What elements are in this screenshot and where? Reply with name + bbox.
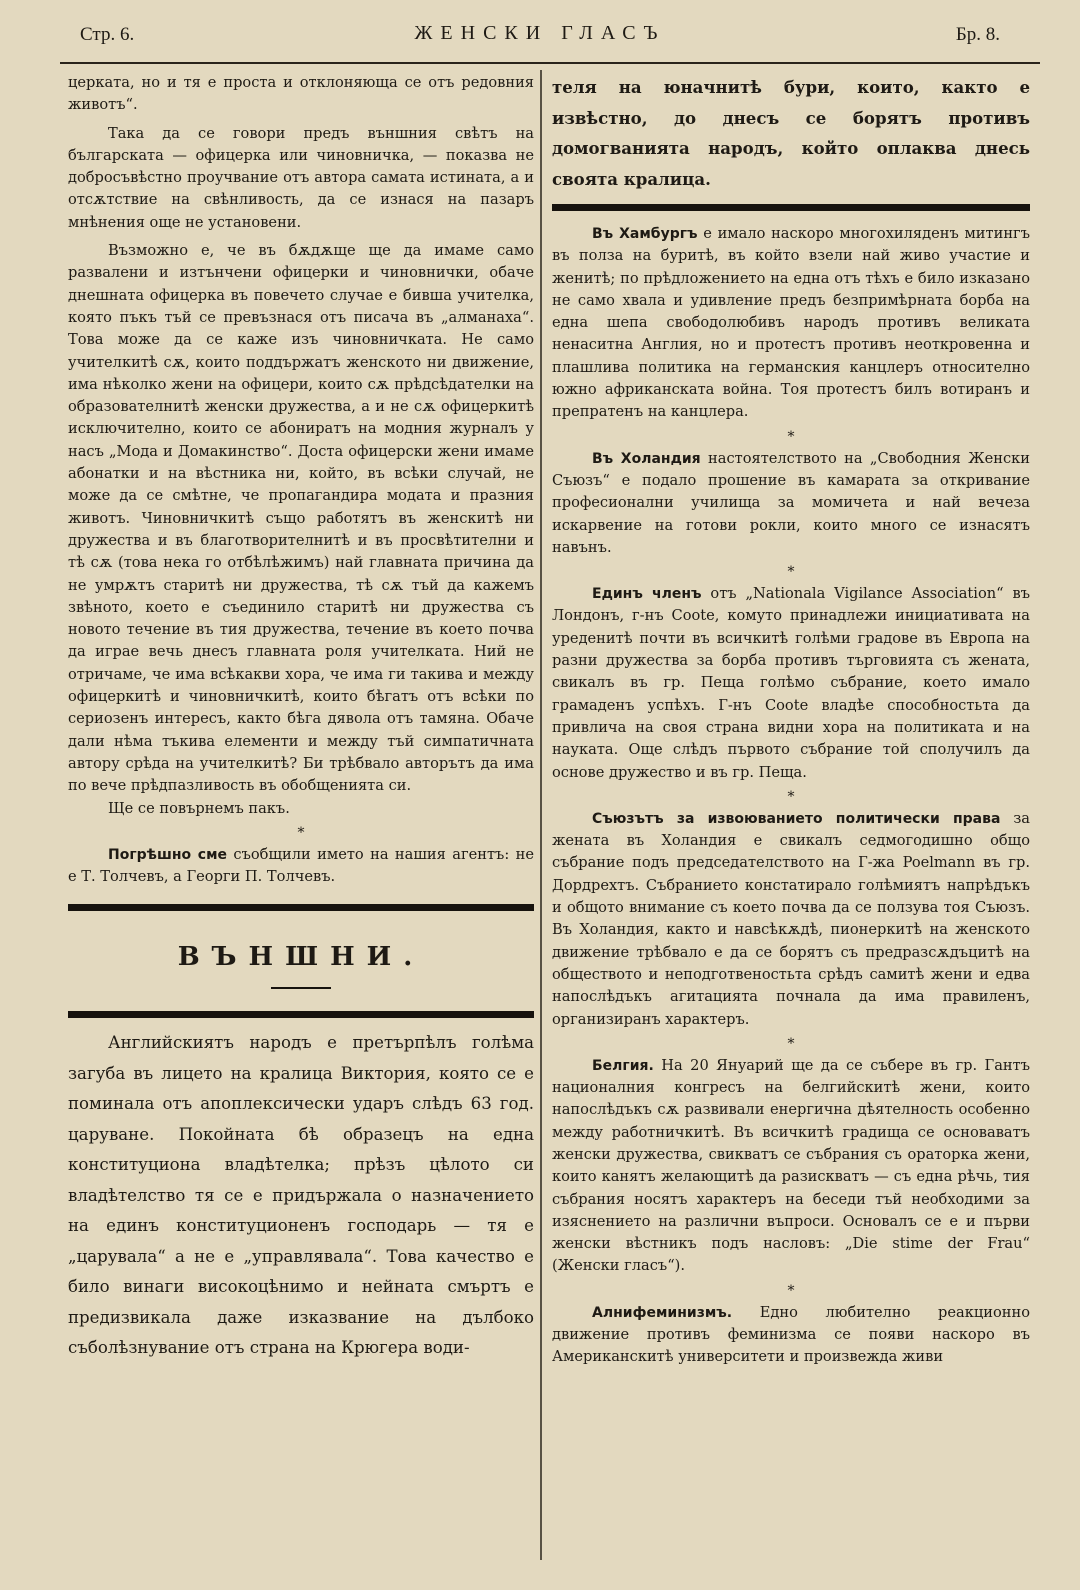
article-continuation: теля на юначнитѣ бури, които, както е извѣстно, до днесъ се борятъ противъ домогванията народъ, който оплаква днесь своята кралица.: [552, 77, 1030, 189]
correction-lead: Погрѣшно сме: [108, 846, 228, 863]
separator-star: *: [787, 1035, 795, 1052]
news-text: Едно любително реакционно движение противъ феминизма се появи наскоро въ Американскитѣ университети и произвежда живи: [552, 1303, 1030, 1366]
issue-number: Бр. 8.: [955, 24, 1000, 45]
separator-star: *: [787, 1282, 795, 1299]
news-item: [552, 1055, 1030, 1278]
paragraph: Ще се повърнемъ пакъ.: [108, 799, 290, 817]
correction-text: съобщили името на нашия агентъ: не е Т. Толчевъ, а Георги П. Толчевъ.: [68, 845, 535, 886]
article-text: Английскиятъ народъ е претърпѣлъ голѣма загуба въ лицето на кралица Виктория, която се е поминала отъ апоплексически ударъ слѣдъ 63 год. царуване. Покойната бѣ образецъ на една конституциона владѣтелка; прѣзъ цѣлото си владѣтелство тя се е придържала о назначението на единъ конституционенъ господарь — тя е „царувала“ а не е „управлявала“. Това качество е било винаги високоцѣнимо и нейната смъртъ е предизвикала даже изказвание на дълбоко съболѣзнувание отъ страна на Крюгера води-: [68, 1033, 534, 1358]
column-divider: [540, 70, 542, 1560]
news-lead: Единъ членъ: [592, 586, 702, 603]
news-text: за жената въ Холандия е свикалъ седмогодишно общо събрание подъ председателството на Г-жа Poelmann въ гр. Дордрехтъ. Събранието констатирало голѣмиятъ напрѣдъкъ и общото внимание съ което почва да се ползува тоя Съюзъ. Въ Холандия, както и навсѣкѫдѣ, пионеркитѣ на женското движение трѣбвало е да се борятъ съ предразсѫдъцитѣ на обществото и неподготвеностьта срѣдъ самитѣ жени и едва напослѣдъкъ агитацията почнала да има правиленъ, организиранъ характеръ.: [552, 809, 1030, 1028]
title-underline: [271, 987, 331, 989]
column-rule: [552, 204, 1030, 211]
news-item: [552, 1302, 1030, 1369]
paragraph: церката, но и тя е проста и отклоняюща се отъ редовния животъ“.: [68, 74, 534, 114]
news-item: [552, 448, 1030, 559]
news-lead: Белгия.: [592, 1057, 654, 1074]
separator-star: *: [787, 788, 795, 805]
separator-star: *: [297, 824, 305, 841]
news-text: е имало наскоро многохиляденъ митингъ въ полза на буритѣ, въ който взели най живо участие и женитѣ; по прѣдложението на една отъ тѣхъ е било изказано не само хвала и удивление предъ безпримѣрната борба на една шепа свободолюбивъ народъ противъ великата ненаситна Англия, но и протестъ противъ неоткровенна и плашлива политика на германския канцлеръ относително южно африканската война. Тоя протестъ билъ вотиранъ и препратенъ на канцлера.: [552, 225, 1030, 421]
masthead-title: ЖЕНСКИ ГЛАСЪ: [414, 22, 666, 44]
news-lead: Въ Холандия: [592, 450, 701, 467]
separator-star: *: [787, 428, 795, 445]
correction-note: [68, 844, 534, 889]
news-text: отъ „Nationala Vigilance Association“ въ Лондонъ, г-нъ Coote, комуто принадлежи инициативата на уредeнитѣ почти въ всичкитѣ голѣми градове въ Европа на разни дружества за борба противъ търговията съ жената, свикалъ въ гр. Пеща голѣмо събрание, което имало грамаденъ успѣхъ. Г-нъ Coote владѣе способностьта да привлича на своя страна видни хора на политиката и на науката. Още слѣдъ първото събрание той сполучилъ да основе дружество и въ гр. Пеща.: [552, 585, 1030, 781]
paragraph: Възможно е, че въ бѫдѫще ще да имаме само развалени и изтънчени офицерки и чиновнички, обаче днешната офицерка въ повечето случае е бивша учителка, която пъкъ тъй се превъзнася отъ писача въ „алманаха“. Това може да се каже изъ чиновничката. Не само учителкитѣ сѫ, които поддържатъ женското ни движение, има нѣколко жени на офицери, които сѫ прѣдсѣдателки на образователнитѣ женски дружества, а и не сѫ офицеркитѣ исключително, които се абониратъ на модния журналъ у насъ „Мода и Домакинство“. Доста офицерски жени имаме абонатки и на вѣстника ни, който, въ всѣки случай, не може да се смѣтне, че пропагандира модата и празния животъ. Чиновничкитѣ също работятъ въ женскитѣ ни дружества и въ благотворителнитѣ и въ просвѣтителни и тѣ сѫ (това нека го отбѣлѣжимъ) най главната причина да не умрѫтъ старитѣ ни дружества, тѣ сѫ тъй да кажемъ звѣното, което е съединило старитѣ ни дружества съ новото течение въ тия дружества, течение въ което почва да играе вечь днесъ главната роля учителката. Ний не отричаме, че има всѣкакви хора, че има ги такива и между офицеркитѣ и чиновничкитѣ, които бѣгатъ отъ всѣки по сериозенъ интересъ, както бѣга дявола отъ тамяна. Обаче дали нѣма тъкива елементи и между тъй симпатичната автору срѣда на учителкитѣ? Би трѣбвало авторътъ да има по вече прѣдпазливость въ обобщенията си.: [68, 242, 534, 795]
news-item: [552, 583, 1030, 784]
section-rule-top: [68, 904, 534, 911]
news-item: [552, 223, 1030, 424]
section-rule-bottom: [68, 1011, 534, 1018]
header-rule: [60, 62, 1040, 64]
news-text: На 20 Януарий ще да се събере въ гр. Гантъ националния конгресъ на белгийскитѣ жени, които напослѣдъкъ сѫ развивали енергична дѣятелность особенно между работничкитѣ. Въ всичкитѣ градища се основаватъ женски дружества, свикватъ се събрания съ ораторка жени, които канятъ желающитѣ да разискватъ — съ една рѣчь, тия събрания носятъ характеръ на беседи тъй необходими за изяснението на различни въпроси. Основалъ се е и първи женски вѣстникъ подъ насловъ: „Die stime der Frau“ (Женски гласъ“).: [552, 1056, 1030, 1275]
section-title: ВЪНШНИ.: [177, 942, 425, 973]
paragraph: Така да се говори предъ външния свѣтъ на българската — офицерка или чиновничка, — показва не добросъвѣстно проучвание отъ автора самата истината, а и отсѫтствие на свѣнливость, да се изнася на пазаръ мнѣнения още не установени.: [68, 124, 534, 231]
news-lead: Съюзътъ за извоюванието политически права: [592, 810, 1001, 827]
separator-star: *: [787, 564, 795, 581]
left-column: [68, 72, 534, 1364]
page-number: Стр. 6.: [80, 24, 135, 45]
news-item: [552, 808, 1030, 1031]
right-column: [552, 72, 1030, 1369]
page-header: [80, 20, 1000, 50]
news-text: настоятелството на „Свободния Женски Съюзъ“ е подало прошение въ камарата за откривание професионални училища за момичета и най вечеза искарвение на готови рокли, които много се изнасятъ навънъ.: [552, 449, 1030, 556]
news-lead: Въ Хамбургъ: [592, 226, 698, 242]
news-lead: Алнифеминизмъ.: [592, 1304, 733, 1321]
